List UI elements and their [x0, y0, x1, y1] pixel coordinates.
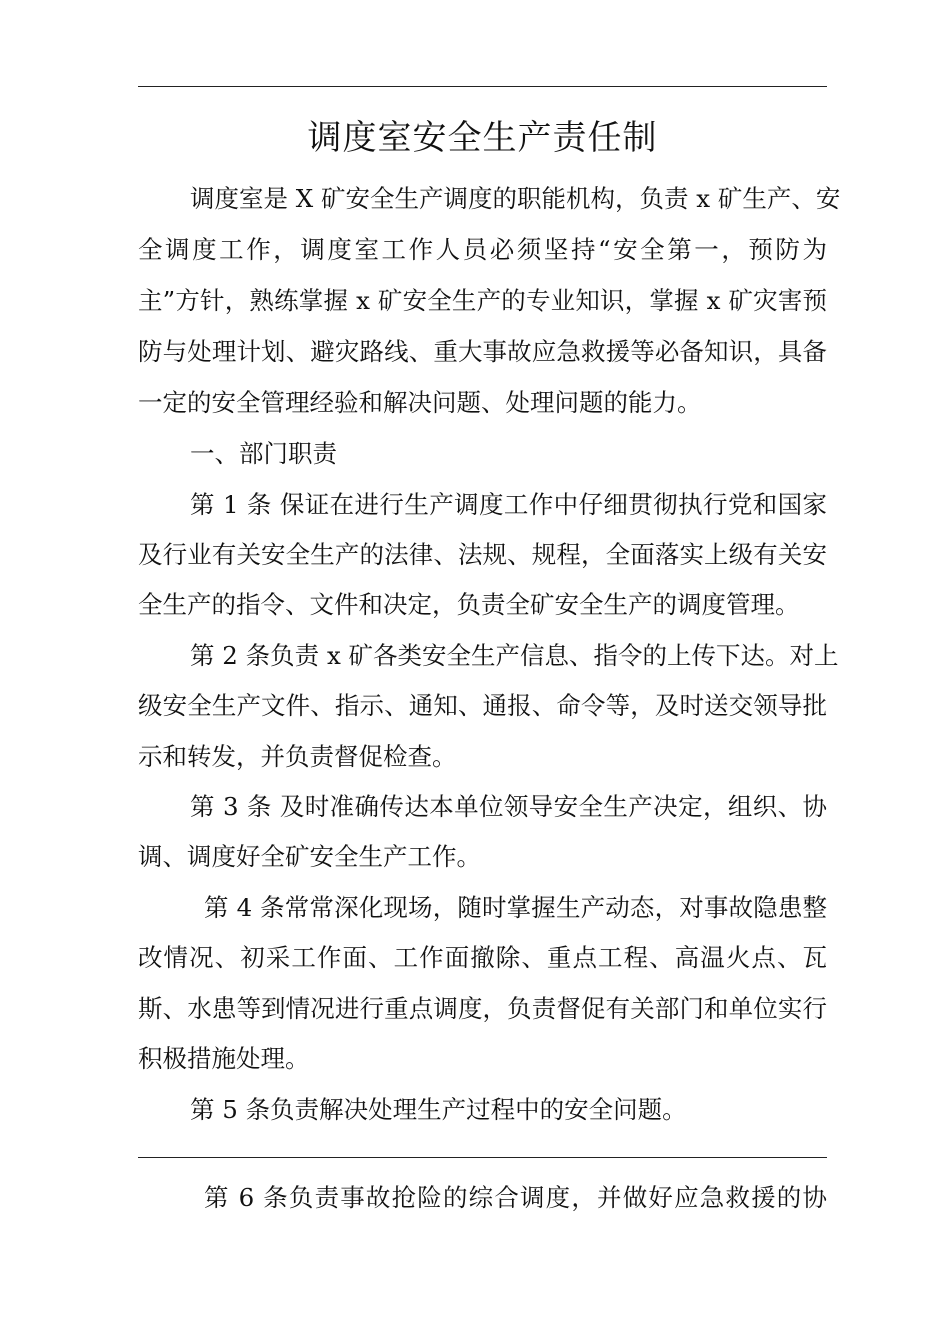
article-line: 级安全生产文件、指示、通知、通报、命令等，及时送交领导批 [138, 691, 827, 720]
page-title: 调度室安全生产责任制 [307, 118, 658, 158]
article-line: 及行业有关安全生产的法律、法规、规程，全面落实上级有关安 [138, 540, 827, 569]
article-line: 第 5 条负责解决处理生产过程中的安全问题。 [190, 1095, 687, 1124]
paragraph-line: 一定的安全管理经验和解决问题、处理问题的能力。 [138, 388, 702, 417]
article-line: 示和转发，并负责督促检查。 [138, 742, 457, 771]
article-line: 斯、水患等到情况进行重点调度，负责督促有关部门和单位实行 [138, 994, 827, 1023]
header-rule [138, 86, 827, 87]
article-line: 改情况、初采工作面、工作面撤除、重点工程、高温火点、瓦 [138, 943, 827, 972]
paragraph-line: 全调度工作，调度室工作人员必须坚持“安全第一，预防为 [138, 235, 827, 264]
article-line: 第 6 条负责事故抢险的综合调度，并做好应急救援的协 [204, 1183, 827, 1212]
article-line: 第 1 条 保证在进行生产调度工作中仔细贯彻执行党和国家 [190, 490, 827, 519]
article-line: 积极措施处理。 [138, 1044, 310, 1073]
article-line: 第 4 条常常深化现场，随时掌握生产动态，对事故隐患整 [204, 893, 827, 922]
page-break-rule [138, 1157, 827, 1158]
paragraph-line: 调度室是 X 矿安全生产调度的职能机构，负责 x 矿生产、安 [190, 184, 841, 213]
article-line: 调、调度好全矿安全生产工作。 [138, 842, 481, 871]
paragraph-line: 防与处理计划、避灾路线、重大事故应急救援等必备知识，具备 [138, 337, 827, 366]
paragraph-line: 主”方针，熟练掌握 x 矿安全生产的专业知识，掌握 x 矿灾害预 [138, 286, 827, 315]
article-line: 第 2 条负责 x 矿各类安全生产信息、指令的上传下达。对上 [190, 641, 839, 670]
section-heading: 一、部门职责 [190, 439, 337, 468]
article-line: 全生产的指令、文件和决定，负责全矿安全生产的调度管理。 [138, 590, 800, 619]
article-line: 第 3 条 及时准确传达本单位领导安全生产决定，组织、协 [190, 792, 827, 821]
